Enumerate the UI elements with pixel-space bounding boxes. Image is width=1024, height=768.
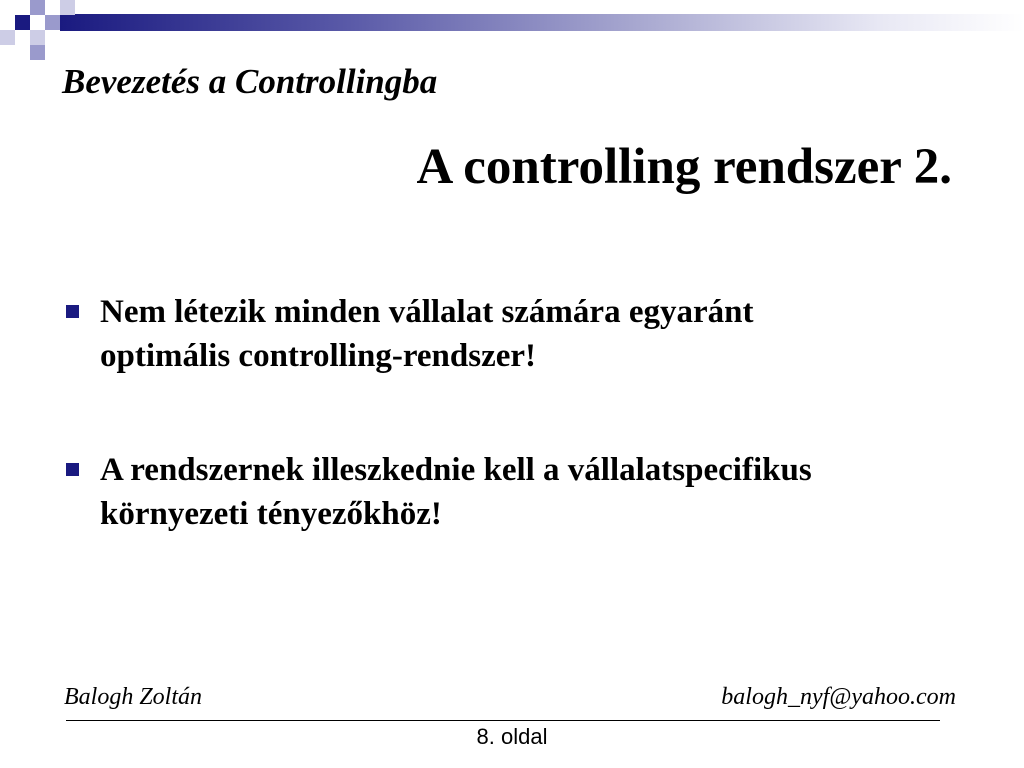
footer-email: balogh_nyf@yahoo.com	[721, 684, 956, 710]
decor-square-icon	[30, 45, 45, 60]
decor-square-icon	[0, 30, 15, 45]
square-bullet-icon	[66, 463, 79, 476]
square-bullet-icon	[66, 305, 79, 318]
bullet-list	[60, 290, 980, 606]
decor-square-icon	[45, 15, 60, 30]
course-title: Bevezetés a Controllingba	[62, 62, 438, 101]
decor-square-icon	[15, 15, 30, 30]
top-gradient-band	[60, 14, 1024, 31]
bullet-item	[60, 290, 980, 378]
decor-square-icon	[30, 0, 45, 15]
footer-divider	[66, 720, 940, 721]
decor-square-icon	[30, 30, 45, 45]
footer-author: Balogh Zoltán	[64, 684, 203, 710]
bullet-text-line: Nem létezik minden vállalat számára egyaránt	[100, 294, 754, 330]
page-number: 8. oldal	[476, 724, 548, 749]
bullet-text-line: optimális controlling-rendszer!	[100, 338, 536, 374]
bullet-text-line: környezeti tényezőkhöz!	[100, 496, 442, 532]
bullet-text-line: A rendszernek illeszkednie kell a vállalatspecifikus	[100, 452, 812, 488]
bullet-item	[60, 448, 980, 536]
slide-title: A controlling rendszer 2.	[416, 139, 952, 195]
decor-square-icon	[60, 0, 75, 15]
